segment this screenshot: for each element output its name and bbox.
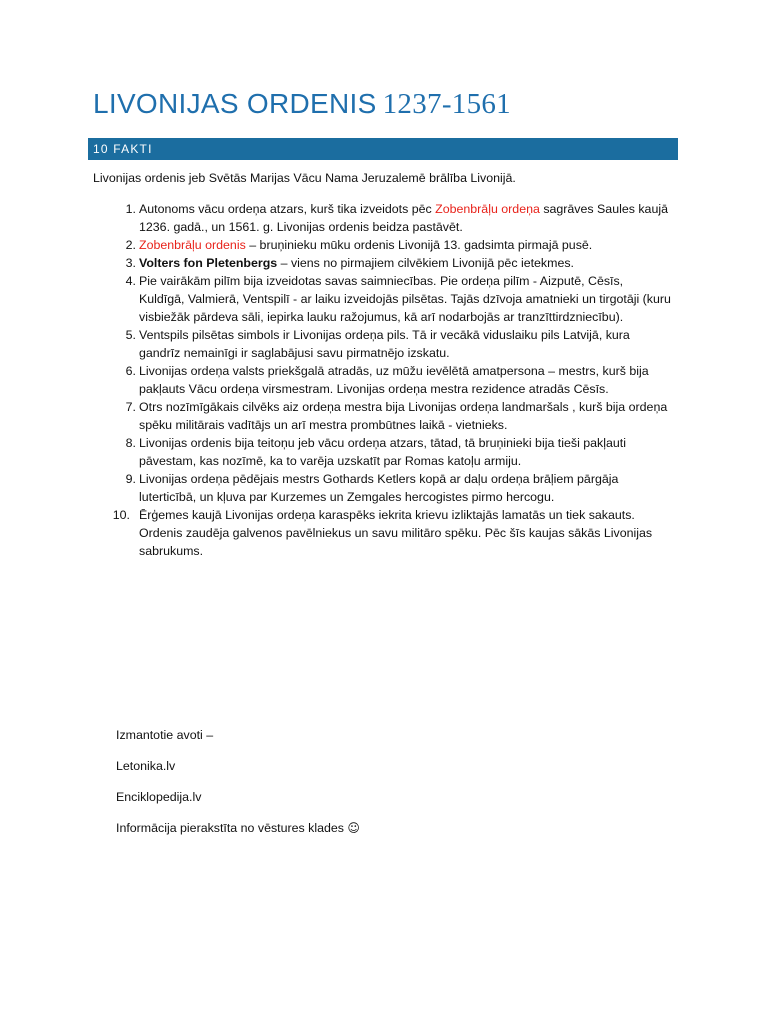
fact-number: 6.: [125, 364, 136, 378]
fact-item: [112, 470, 672, 506]
page-title: [93, 88, 511, 121]
fact-number: 10.: [112, 508, 130, 522]
fact-text: [139, 200, 672, 236]
smiley-icon: ☺: [347, 821, 360, 835]
fact-item: [112, 362, 672, 398]
fact-item: [112, 398, 672, 434]
source-item-letonika[interactable]: Letonika.lv: [116, 759, 176, 773]
fact-item: [112, 272, 672, 326]
fact-number: 2.: [125, 238, 136, 252]
fact-number: 5.: [125, 328, 136, 342]
fact-text: Otrs nozīmīgākais cilvēks aiz ordeņa mestra bija Livonijas ordeņa landmaršals , kurš bija ordeņa spēku militārais vadītājs un arī mestra prombūtnes laikā - vietnieks.: [139, 400, 668, 432]
fact-number: 1.: [125, 202, 136, 216]
fact-number: 4.: [125, 274, 136, 288]
fact-text: [139, 236, 672, 254]
fact-number: 8.: [125, 436, 136, 450]
fact-item: [112, 326, 672, 362]
facts-list: [112, 200, 672, 560]
fact-number: 9.: [125, 472, 136, 486]
section-heading-bar: [88, 138, 678, 160]
source-item-enciklopedija[interactable]: Enciklopedija.lv: [116, 790, 202, 804]
fact-text-before: Autonoms vācu ordeņa atzars, kurš tika izveidots pēc: [139, 202, 436, 216]
fact-item: [112, 200, 672, 236]
fact-bold-name: Volters fon Pletenbergs: [139, 256, 278, 270]
section-heading-label: 10 FAKTI: [93, 142, 153, 156]
title-text: LIVONIJAS ORDENIS: [93, 88, 377, 119]
fact-text-after: sagrāves Saules kaujā 1236. gadā., un 1561. g. Livonijas ordenis beidza pastāvēt.: [139, 202, 668, 234]
fact-text: Ērģemes kaujā Livonijas ordeņa karaspēks iekrita krievu izliktajās lamatās un tiek sakauts. Ordenis zaudēja galvenos pavēlniekus un savu militāro spēku. Pēc šīs kaujas sākās Livonijas sabrukums.: [139, 508, 653, 558]
fact-text: [139, 254, 672, 272]
sources-section: [116, 727, 360, 851]
intro-paragraph: Livonijas ordenis jeb Svētās Marijas Vācu Nama Jeruzalemē brālība Livonijā.: [93, 171, 516, 185]
fact-item: [112, 236, 672, 254]
sources-note: [116, 820, 360, 837]
fact-text: Pie vairākām pilīm bija izveidotas savas saimniecības. Pie ordeņa pilīm - Aizputē, Cēsīs, Kuldīgā, Valmierā, Ventspilī - ar laiku izveidojās pilsētas. Tajās dzīvoja amatnieki un tirgotāji (kuru visbiežāk pārdeva sāli, iepirka lauku ražojumus, kā arī nodarbojās ar tranzīttirdzniecību).: [139, 274, 671, 324]
title-years: 1237-1561: [382, 88, 511, 120]
fact-item: [112, 434, 672, 470]
fact-item: [112, 506, 672, 560]
fact-number: 3.: [125, 256, 136, 270]
fact-text: Livonijas ordenis bija teitoņu jeb vācu ordeņa atzars, tātad, tā bruņinieki bija tieši pakļauti pāvestam, kas nozīmē, ka to varēja uzskatīt par Romas katoļu armiju.: [139, 436, 626, 468]
fact-text-after: – viens no pirmajiem cilvēkiem Livonijā pēc ietekmes.: [277, 256, 574, 270]
sources-heading: Izmantotie avoti –: [116, 728, 214, 742]
fact-link-zobenbralu-ordena[interactable]: Zobenbrāļu ordeņa: [435, 202, 540, 216]
fact-text: Livonijas ordeņa valsts priekšgalā atradās, uz mūžu ievēlētā amatpersona – mestrs, kurš bija pakļauts Vācu ordeņa virsmestram. Livonijas ordeņa mestra rezidence atradās Cēsīs.: [139, 364, 649, 396]
fact-link-zobenbralu-ordenis[interactable]: Zobenbrāļu ordenis: [139, 238, 246, 252]
fact-text: Ventspils pilsētas simbols ir Livonijas ordeņa pils. Tā ir vecākā viduslaiku pils Latvijā, kura gandrīz nemainīgi ir saglabājusi savu pirmatnējo izskatu.: [139, 328, 630, 360]
fact-item: [112, 254, 672, 272]
fact-number: 7.: [125, 400, 136, 414]
fact-text: Livonijas ordeņa pēdējais mestrs Gothards Ketlers kopā ar daļu ordeņa brāļiem pārgāja luterticībā, un kļuva par Kurzemes un Zemgales hercogistes pirmo hercogu.: [139, 472, 619, 504]
fact-text-after: – bruņinieku mūku ordenis Livonijā 13. gadsimta pirmajā pusē.: [245, 238, 593, 252]
sources-note-text: Informācija pierakstīta no vēstures klades: [116, 821, 344, 835]
